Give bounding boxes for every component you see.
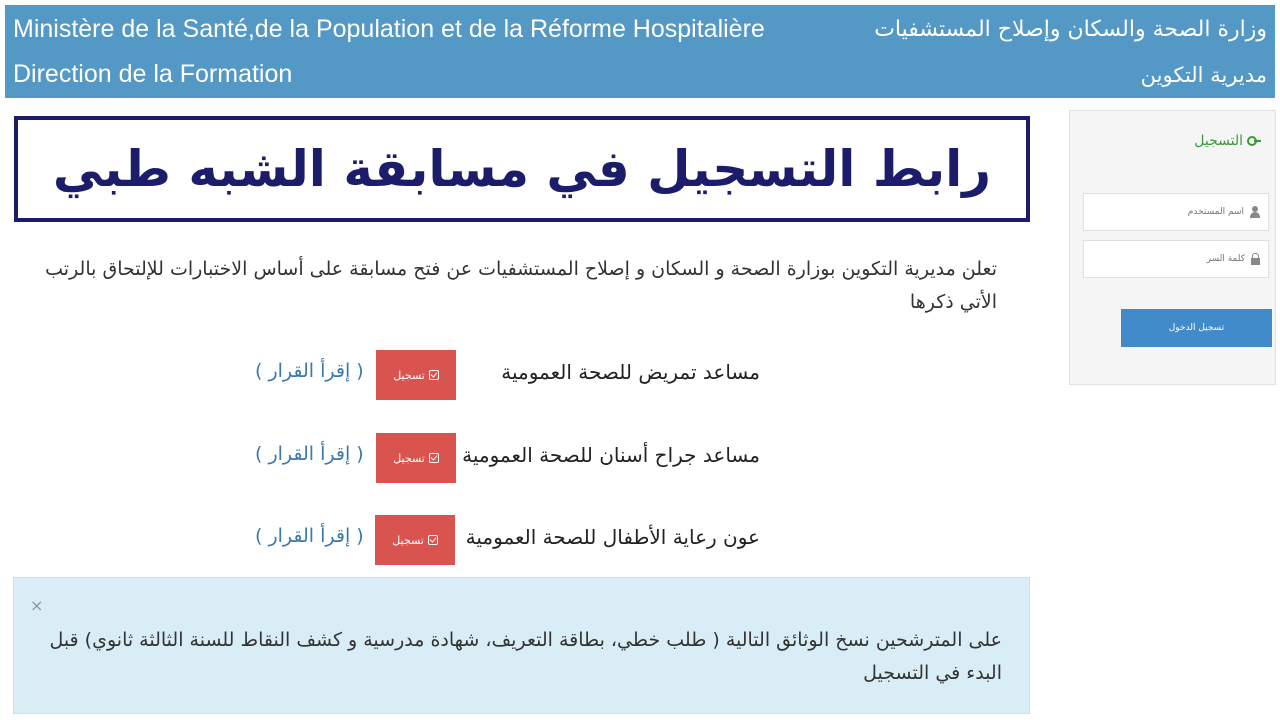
alert-text: على المترشحين نسخ الوثائق التالية ( طلب خطي، بطاقة التعريف، شهادة مدرسية و كشف النقاط للسنة الثالثة ثانوي) قبل البدء في التسجيل <box>49 629 1002 684</box>
grade-name: مساعد تمريض للصحة العمومية <box>501 360 760 384</box>
grade-name: عون رعاية الأطفال للصحة العمومية <box>465 525 760 549</box>
grade-row <box>250 350 760 400</box>
title-banner <box>14 116 1030 222</box>
username-input[interactable] <box>1104 207 1244 217</box>
site-header <box>5 5 1275 98</box>
check-square-icon <box>428 535 438 545</box>
register-button-label: تسجيل <box>393 451 425 465</box>
lock-icon <box>1251 253 1260 265</box>
check-square-icon <box>429 370 439 380</box>
register-button[interactable] <box>376 350 456 400</box>
header-direction-fr: Direction de la Formation <box>13 60 293 88</box>
announcement-text: تعلن مديرية التكوين بوزارة الصحة و السكان و إصلاح المستشفيات عن فتح مسابقة على أساس الاختبارات للإلتحاق بالرتب الأتي ذكرها <box>45 258 997 313</box>
register-button[interactable] <box>376 433 456 483</box>
username-field <box>1083 193 1269 231</box>
grade-row <box>250 433 760 483</box>
read-decree-link[interactable]: ( إقرأ القرار ) <box>255 360 364 382</box>
login-heading <box>1194 133 1261 149</box>
register-button[interactable] <box>375 515 455 565</box>
grade-name: مساعد جراح أسنان للصحة العمومية <box>462 443 760 467</box>
page-title: رابط التسجيل في مسابقة الشبه طبي <box>52 140 992 198</box>
login-button[interactable]: تسجيل الدخول <box>1121 309 1272 347</box>
info-alert <box>13 577 1030 714</box>
read-decree-link[interactable]: ( إقرأ القرار ) <box>255 525 364 547</box>
login-panel <box>1069 110 1276 385</box>
register-button-label: تسجيل <box>392 533 424 547</box>
header-ministry-fr: Ministère de la Santé,de la Population et de la Réforme Hospitalière <box>13 15 765 43</box>
login-heading-label: التسجيل <box>1194 133 1243 149</box>
check-square-icon <box>429 453 439 463</box>
header-ministry-ar: وزارة الصحة والسكان وإصلاح المستشفيات <box>874 17 1267 42</box>
password-field <box>1083 240 1269 278</box>
grade-row <box>250 515 760 565</box>
user-icon <box>1250 206 1260 218</box>
close-icon[interactable]: × <box>30 596 44 615</box>
register-button-label: تسجيل <box>393 368 425 382</box>
header-direction-ar: مديرية التكوين <box>1140 63 1267 87</box>
key-icon <box>1247 134 1261 148</box>
password-input[interactable] <box>1105 254 1245 264</box>
read-decree-link[interactable]: ( إقرأ القرار ) <box>255 443 364 465</box>
